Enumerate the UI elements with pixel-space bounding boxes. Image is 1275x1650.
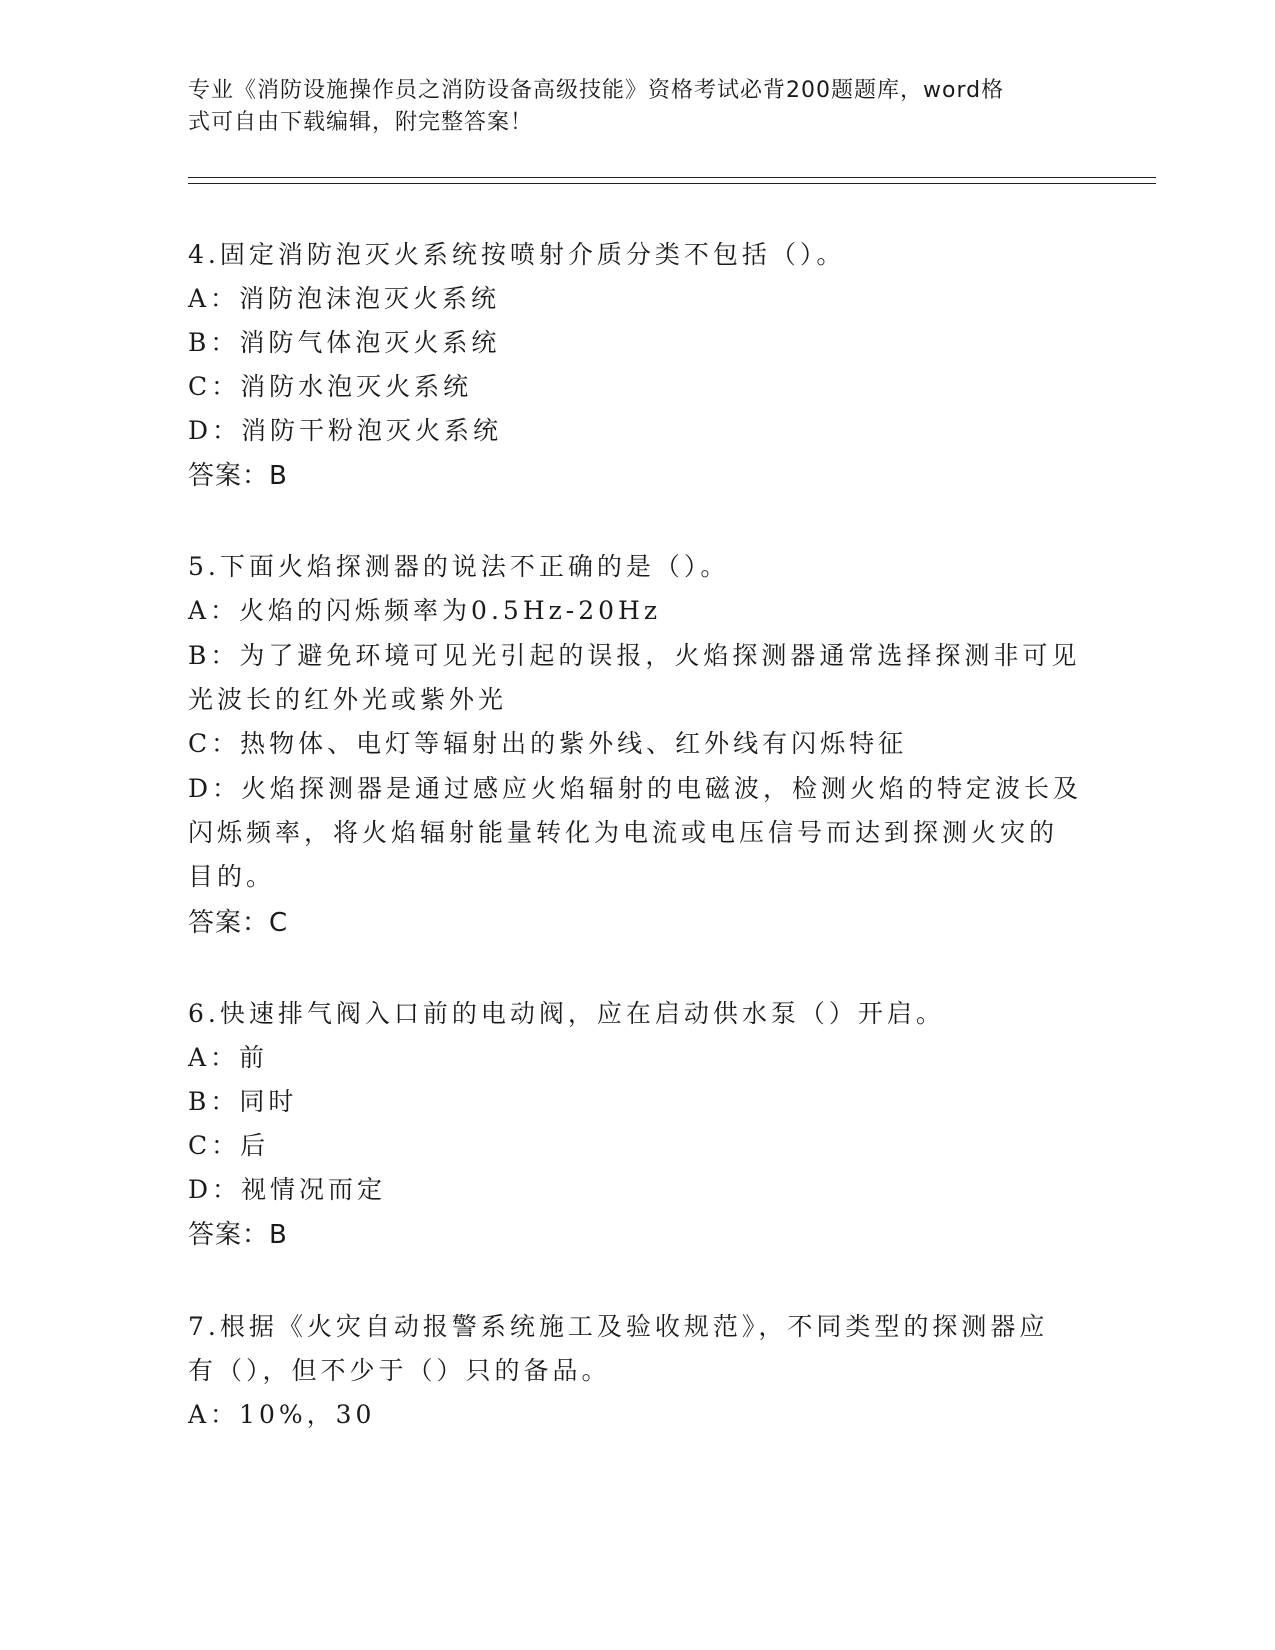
question-5-option-a: A：火焰的闪烁频率为0.5Hz-20Hz <box>188 596 662 625</box>
header-line-1: 专业《消防设施操作员之消防设备高级技能》资格考试必背200题题库，word格 <box>188 78 1005 103</box>
question-6-option-d: D：视情况而定 <box>188 1175 387 1204</box>
question-6-answer: 答案：B <box>188 1220 288 1250</box>
header-divider-bottom <box>188 183 1156 184</box>
question-6-stem: 6.快速排气阀入口前的电动阀，应在启动供水泵（）开启。 <box>188 999 945 1028</box>
question-5-option-d-line-2: 闪烁频率，将火焰辐射能量转化为电流或电压信号而达到探测火灾的 <box>188 818 1059 847</box>
question-7-stem-line-1: 7.根据《火灾自动报警系统施工及验收规范》，不同类型的探测器应 <box>188 1312 1049 1341</box>
question-5-answer: 答案：C <box>188 908 289 938</box>
question-5-stem: 5.下面火焰探测器的说法不正确的是（）。 <box>188 552 730 581</box>
question-5-option-b-line-1: B：为了避免环境可见光引起的误报，火焰探测器通常选择探测非可见 <box>188 641 1081 670</box>
question-4-answer: 答案：B <box>188 461 288 491</box>
question-4-option-b: B：消防气体泡灭火系统 <box>188 328 501 357</box>
question-5-option-d-line-1: D：火焰探测器是通过感应火焰辐射的电磁波，检测火焰的特定波长及 <box>188 774 1083 803</box>
question-4-option-c: C：消防水泡灭火系统 <box>188 372 473 401</box>
question-4-option-d: D：消防干粉泡灭火系统 <box>188 416 503 445</box>
question-6-option-c: C：后 <box>188 1131 270 1160</box>
question-4-option-a: A：消防泡沫泡灭火系统 <box>188 284 501 313</box>
question-6-option-b: B：同时 <box>188 1087 298 1116</box>
question-7-option-a: A：10%，30 <box>188 1400 376 1429</box>
header-line-2: 式可自由下载编辑，附完整答案！ <box>188 110 534 135</box>
question-7-stem-line-2: 有（），但不少于（）只的备品。 <box>188 1356 611 1385</box>
question-6-option-a: A：前 <box>188 1043 269 1072</box>
question-5-option-d-line-3: 目的。 <box>188 862 276 891</box>
question-4-stem: 4.固定消防泡灭火系统按喷射介质分类不包括（）。 <box>188 240 846 269</box>
question-5-option-b-line-2: 光波长的红外光或紫外光 <box>188 685 508 714</box>
header-divider-top <box>188 177 1156 178</box>
question-5-option-c: C：热物体、电灯等辐射出的紫外线、红外线有闪烁特征 <box>188 729 908 758</box>
